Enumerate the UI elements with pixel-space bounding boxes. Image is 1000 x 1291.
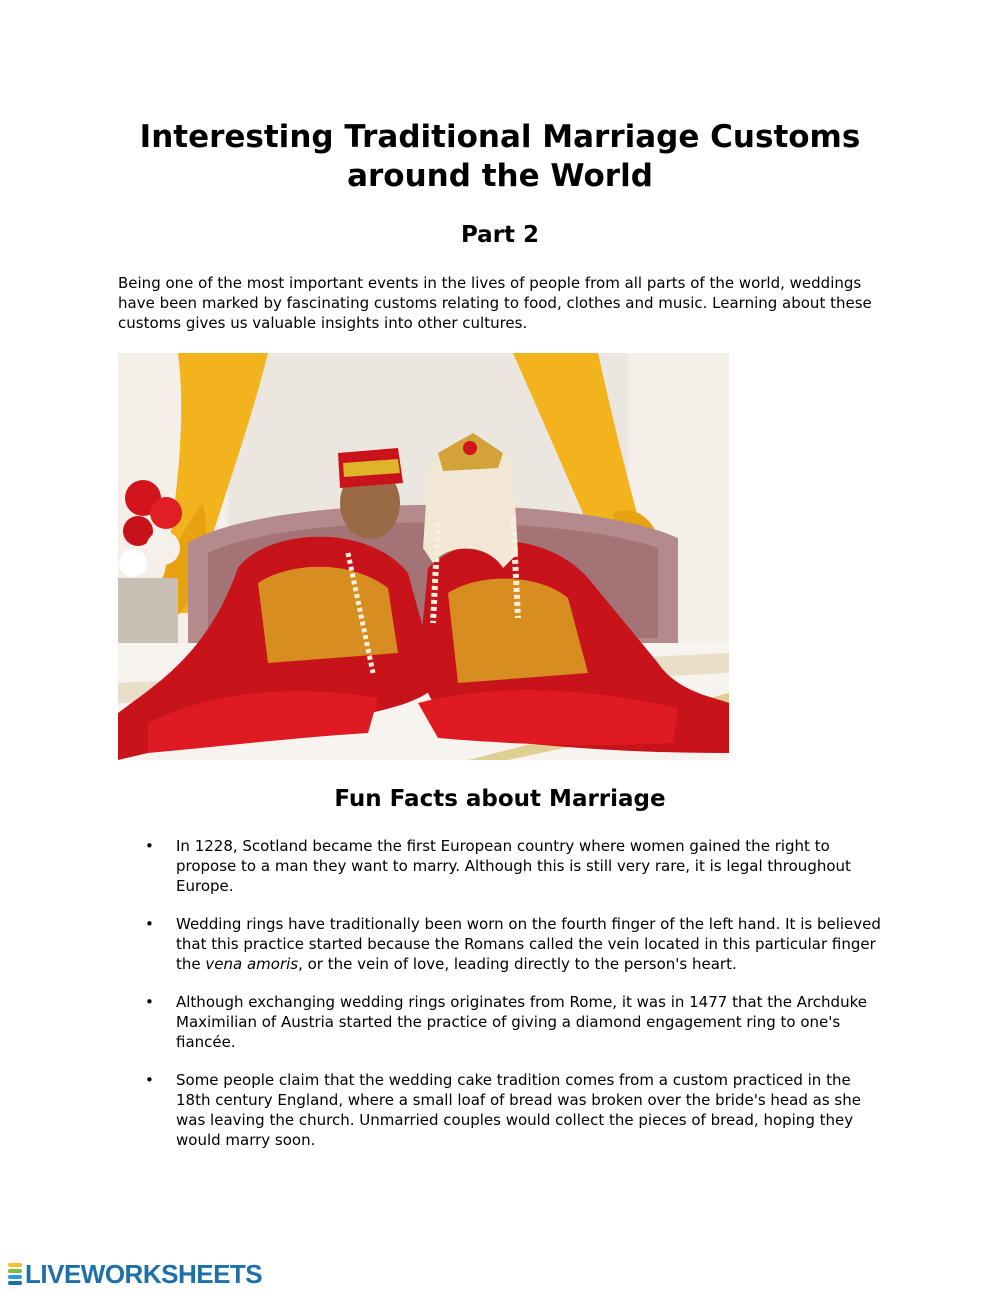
logo-stripe [8,1269,22,1273]
fact-text: Some people claim that the wedding cake tradition comes from a custom practiced in the 18th century England, where a small loaf of bread was broken over the bride's head as she was leaving the church. Unmarried couples would collect the pieces of bread, hoping they would marry soon. [176,1071,861,1149]
fact-item [140,914,885,974]
bullet-icon: • [145,837,154,855]
fun-facts-heading: Fun Facts about Marriage [334,786,666,812]
bullet-icon: • [145,1071,154,1089]
fact-text: In 1228, Scotland became the first European country where women gained the right to propose to a man they want to marry. Although this is still very rare, it is legal throughout Europe. [176,837,851,895]
fact-item [140,836,885,896]
logo-stripe [8,1263,22,1267]
fact-text: Although exchanging wedding rings originates from Rome, it was in 1477 that the Archduke Maximilian of Austria started the practice of giving a diamond engagement ring to one's fiancée. [176,993,867,1051]
fact-text: Wedding rings have traditionally been worn on the fourth finger of the left hand. It is believed that this practice started because the Romans called the vein located in this particular finger the [176,915,881,973]
logo-stripe [8,1281,22,1285]
intro-paragraph: Being one of the most important events in the lives of people from all parts of the world, weddings have been marked by fascinating customs relating to food, clothes and music. Learning about these customs gives us valuable insights into other cultures. [118,274,872,332]
liveworksheets-logo[interactable] [8,1260,262,1288]
fun-facts-list [140,836,885,1168]
fact-item [140,1070,885,1150]
wedding-couple-photo [118,353,729,760]
bullet-icon: • [145,993,154,1011]
fact-item [140,992,885,1052]
logo-stripe [8,1275,22,1279]
logo-mark-icon [8,1262,22,1286]
fact-emphasis: vena amoris [205,955,299,973]
fact-text: , or the vein of love, leading directly to the person's heart. [298,955,737,973]
part-heading: Part 2 [460,222,540,248]
logo-text: LIVEWORKSHEETS [25,1258,263,1289]
page-title: Interesting Traditional Marriage Customs around the World [139,119,861,194]
bullet-icon: • [145,915,154,933]
